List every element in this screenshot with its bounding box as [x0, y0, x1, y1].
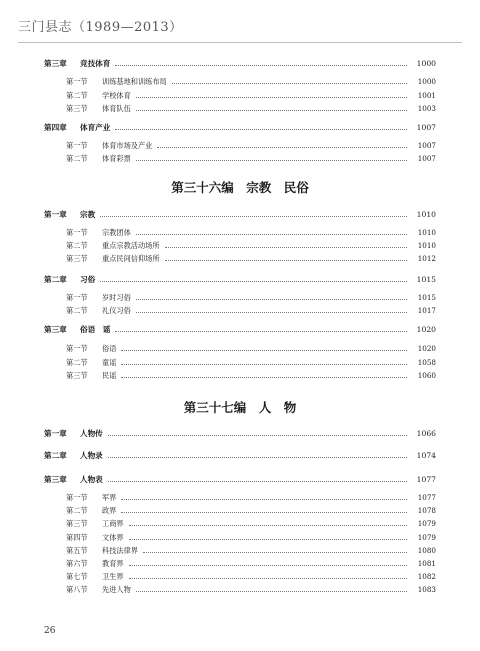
dot-leader — [108, 481, 407, 482]
toc-page-number: 1000 — [416, 58, 436, 68]
dot-leader — [121, 499, 407, 500]
dot-leader — [121, 350, 407, 351]
toc-section-row[interactable] — [66, 304, 436, 317]
toc-entry-title: 人物表 — [80, 474, 103, 484]
toc-page-number: 1079 — [417, 533, 436, 542]
dot-leader — [136, 234, 407, 235]
dot-leader — [136, 97, 407, 98]
toc-section-row[interactable] — [66, 152, 436, 165]
toc-page-number: 1077 — [416, 474, 436, 484]
dot-leader — [129, 539, 407, 540]
dot-leader — [108, 457, 407, 458]
toc-entry-title: 科技法律界 — [102, 545, 138, 555]
toc-page-number: 1083 — [417, 585, 436, 594]
dot-leader — [121, 377, 407, 378]
dot-leader — [115, 331, 407, 332]
toc-chapter-row[interactable] — [44, 322, 436, 336]
toc-entry-title: 俗语 — [102, 343, 117, 353]
toc-entry-number: 第八节 — [66, 584, 88, 594]
toc-entry-number: 第三章 — [44, 474, 67, 484]
toc-section-row[interactable] — [66, 102, 436, 115]
toc-section-row[interactable] — [66, 369, 436, 382]
toc-entry-number: 第六节 — [66, 558, 88, 568]
toc-page-number: 1020 — [416, 324, 436, 334]
toc-entry-title: 竞技体育 — [80, 58, 111, 68]
toc-entry-title: 先进人物 — [102, 584, 131, 594]
toc-entry-number: 第三节 — [66, 253, 88, 263]
toc-entry-number: 第一节 — [66, 227, 88, 237]
dot-leader — [115, 129, 407, 130]
dot-leader — [157, 147, 407, 148]
toc-page-number: 1010 — [416, 209, 436, 219]
toc-entry-number: 第三节 — [66, 103, 88, 113]
toc-page-number: 1020 — [417, 344, 436, 353]
toc-chapter-row[interactable] — [44, 56, 436, 70]
toc-entry-number: 第四节 — [66, 532, 88, 542]
dot-leader — [121, 512, 407, 513]
running-header: 三门县志（1989—2013） — [18, 20, 183, 35]
toc-section-row[interactable] — [66, 557, 436, 570]
toc-entry-number: 第三节 — [66, 370, 88, 380]
toc-page-number: 1077 — [417, 493, 436, 502]
toc-section-row[interactable] — [66, 226, 436, 239]
toc-entry-title: 童谣 — [102, 357, 117, 367]
header-rule — [18, 42, 462, 43]
toc-chapter-row[interactable] — [44, 272, 436, 286]
toc-entry-number: 第三章 — [44, 324, 67, 334]
toc-page-number: 1082 — [417, 572, 436, 581]
toc-section-row[interactable] — [66, 291, 436, 304]
toc-entry-number: 第一节 — [66, 76, 88, 86]
dot-leader — [115, 65, 407, 66]
toc-entry-number: 第二节 — [66, 90, 88, 100]
toc-page-number: 1000 — [417, 77, 436, 86]
toc-section-row[interactable] — [66, 356, 436, 369]
part-heading: 第三十六编 宗教 民俗 — [171, 180, 309, 195]
dot-leader — [136, 591, 407, 592]
toc-entry-number: 第七节 — [66, 571, 88, 581]
toc-entry-number: 第二节 — [66, 505, 88, 515]
toc-entry-title: 宗教团体 — [102, 227, 131, 237]
toc-entry-number: 第一节 — [66, 140, 88, 150]
toc-page-number: 1079 — [417, 519, 436, 528]
toc-entry-title: 重点民间信仰场所 — [102, 253, 160, 263]
toc-entry-title: 岁时习俗 — [102, 292, 131, 302]
toc-entry-title: 文体界 — [102, 532, 124, 542]
toc-entry-number: 第二节 — [66, 240, 88, 250]
toc-entry-number: 第四章 — [44, 122, 67, 132]
toc-page-number: 1066 — [416, 428, 436, 438]
toc-page-number: 1007 — [417, 154, 436, 163]
toc-entry-title: 民谣 — [102, 370, 117, 380]
toc-section-row[interactable] — [66, 139, 436, 152]
dot-leader — [108, 435, 407, 436]
toc-entry-title: 重点宗教活动场所 — [102, 240, 160, 250]
toc-section-row[interactable] — [66, 75, 436, 88]
toc-entry-title: 俗语 谣 — [80, 324, 111, 334]
toc-chapter-row[interactable] — [44, 120, 436, 134]
toc-entry-number: 第五节 — [66, 545, 88, 555]
dot-leader — [143, 552, 407, 553]
dot-leader — [129, 578, 407, 579]
part-heading: 第三十七编 人 物 — [183, 400, 297, 415]
dot-leader — [129, 525, 407, 526]
dot-leader — [136, 299, 407, 300]
toc-entry-number: 第二节 — [66, 153, 88, 163]
toc-entry-title: 政界 — [102, 505, 117, 515]
toc-chapter-row[interactable] — [44, 448, 436, 462]
toc-section-row[interactable] — [66, 491, 436, 504]
dot-leader — [165, 247, 407, 248]
dot-leader — [100, 281, 407, 282]
toc-entry-title: 体育彩票 — [102, 153, 131, 163]
dot-leader — [136, 312, 407, 313]
toc-page-number: 1001 — [417, 91, 436, 100]
toc-entry-title: 训练基地和训练布局 — [102, 76, 167, 86]
toc-section-row[interactable] — [66, 544, 436, 557]
toc-page-number: 1010 — [417, 241, 436, 250]
toc-entry-number: 第二章 — [44, 450, 67, 460]
toc-entry-number: 第二节 — [66, 357, 88, 367]
toc-entry-title: 军界 — [102, 492, 117, 502]
toc-section-row[interactable] — [66, 342, 436, 355]
dot-leader — [165, 260, 407, 261]
toc-page-number: 1015 — [416, 274, 436, 284]
toc-page-number: 1007 — [416, 122, 436, 132]
toc-entry-title: 学校体育 — [102, 90, 131, 100]
toc-page-number: 1017 — [417, 306, 436, 315]
toc-page-number: 1074 — [416, 450, 436, 460]
toc-entry-number: 第三章 — [44, 58, 67, 68]
toc-entry-title: 工商界 — [102, 518, 124, 528]
toc-page-number: 1078 — [417, 506, 436, 515]
toc-entry-number: 第一节 — [66, 492, 88, 502]
toc-entry-number: 第二节 — [66, 305, 88, 315]
page-number: 26 — [44, 626, 56, 636]
toc-entry-number: 第一章 — [44, 209, 67, 219]
dot-leader — [121, 364, 407, 365]
toc-page-number: 1060 — [417, 371, 436, 380]
toc-page-number: 1058 — [417, 358, 436, 367]
toc-page-number: 1003 — [417, 104, 436, 113]
toc-section-row[interactable] — [66, 531, 436, 544]
toc-page-number: 1007 — [417, 141, 436, 150]
toc-page-number: 1012 — [417, 254, 436, 263]
toc-entry-number: 第一章 — [44, 428, 67, 438]
toc-chapter-row[interactable] — [44, 207, 436, 221]
toc-page-number: 1015 — [417, 293, 436, 302]
toc-entry-title: 宗教 — [80, 209, 96, 219]
toc-section-row[interactable] — [66, 252, 436, 265]
dot-leader — [136, 160, 407, 161]
toc-section-row[interactable] — [66, 239, 436, 252]
dot-leader — [172, 83, 407, 84]
toc-page-number: 1010 — [417, 228, 436, 237]
dot-leader — [136, 110, 407, 111]
toc-chapter-row[interactable] — [44, 472, 436, 486]
toc-entry-title: 教育界 — [102, 558, 124, 568]
toc-entry-title: 习俗 — [80, 274, 96, 284]
toc-entry-number: 第一节 — [66, 292, 88, 302]
toc-section-row[interactable] — [66, 517, 436, 530]
toc-entry-title: 人物录 — [80, 450, 103, 460]
dot-leader — [129, 565, 407, 566]
toc-entry-title: 体育市场及产业 — [102, 140, 153, 150]
toc-entry-number: 第二章 — [44, 274, 67, 284]
toc-page-number: 1081 — [417, 559, 436, 568]
toc-section-row[interactable] — [66, 583, 436, 596]
toc-section-row[interactable] — [66, 504, 436, 517]
toc-entry-title: 卫生界 — [102, 571, 124, 581]
dot-leader — [100, 216, 407, 217]
toc-entry-title: 体育产业 — [80, 122, 111, 132]
toc-entry-title: 礼仪习俗 — [102, 305, 131, 315]
toc-entry-title: 人物传 — [80, 428, 103, 438]
toc-section-row[interactable] — [66, 570, 436, 583]
toc-page-number: 1080 — [417, 546, 436, 555]
toc-entry-number: 第三节 — [66, 518, 88, 528]
toc-chapter-row[interactable] — [44, 426, 436, 440]
toc-entry-number: 第一节 — [66, 343, 88, 353]
toc-section-row[interactable] — [66, 89, 436, 102]
toc-entry-title: 体育队伍 — [102, 103, 131, 113]
